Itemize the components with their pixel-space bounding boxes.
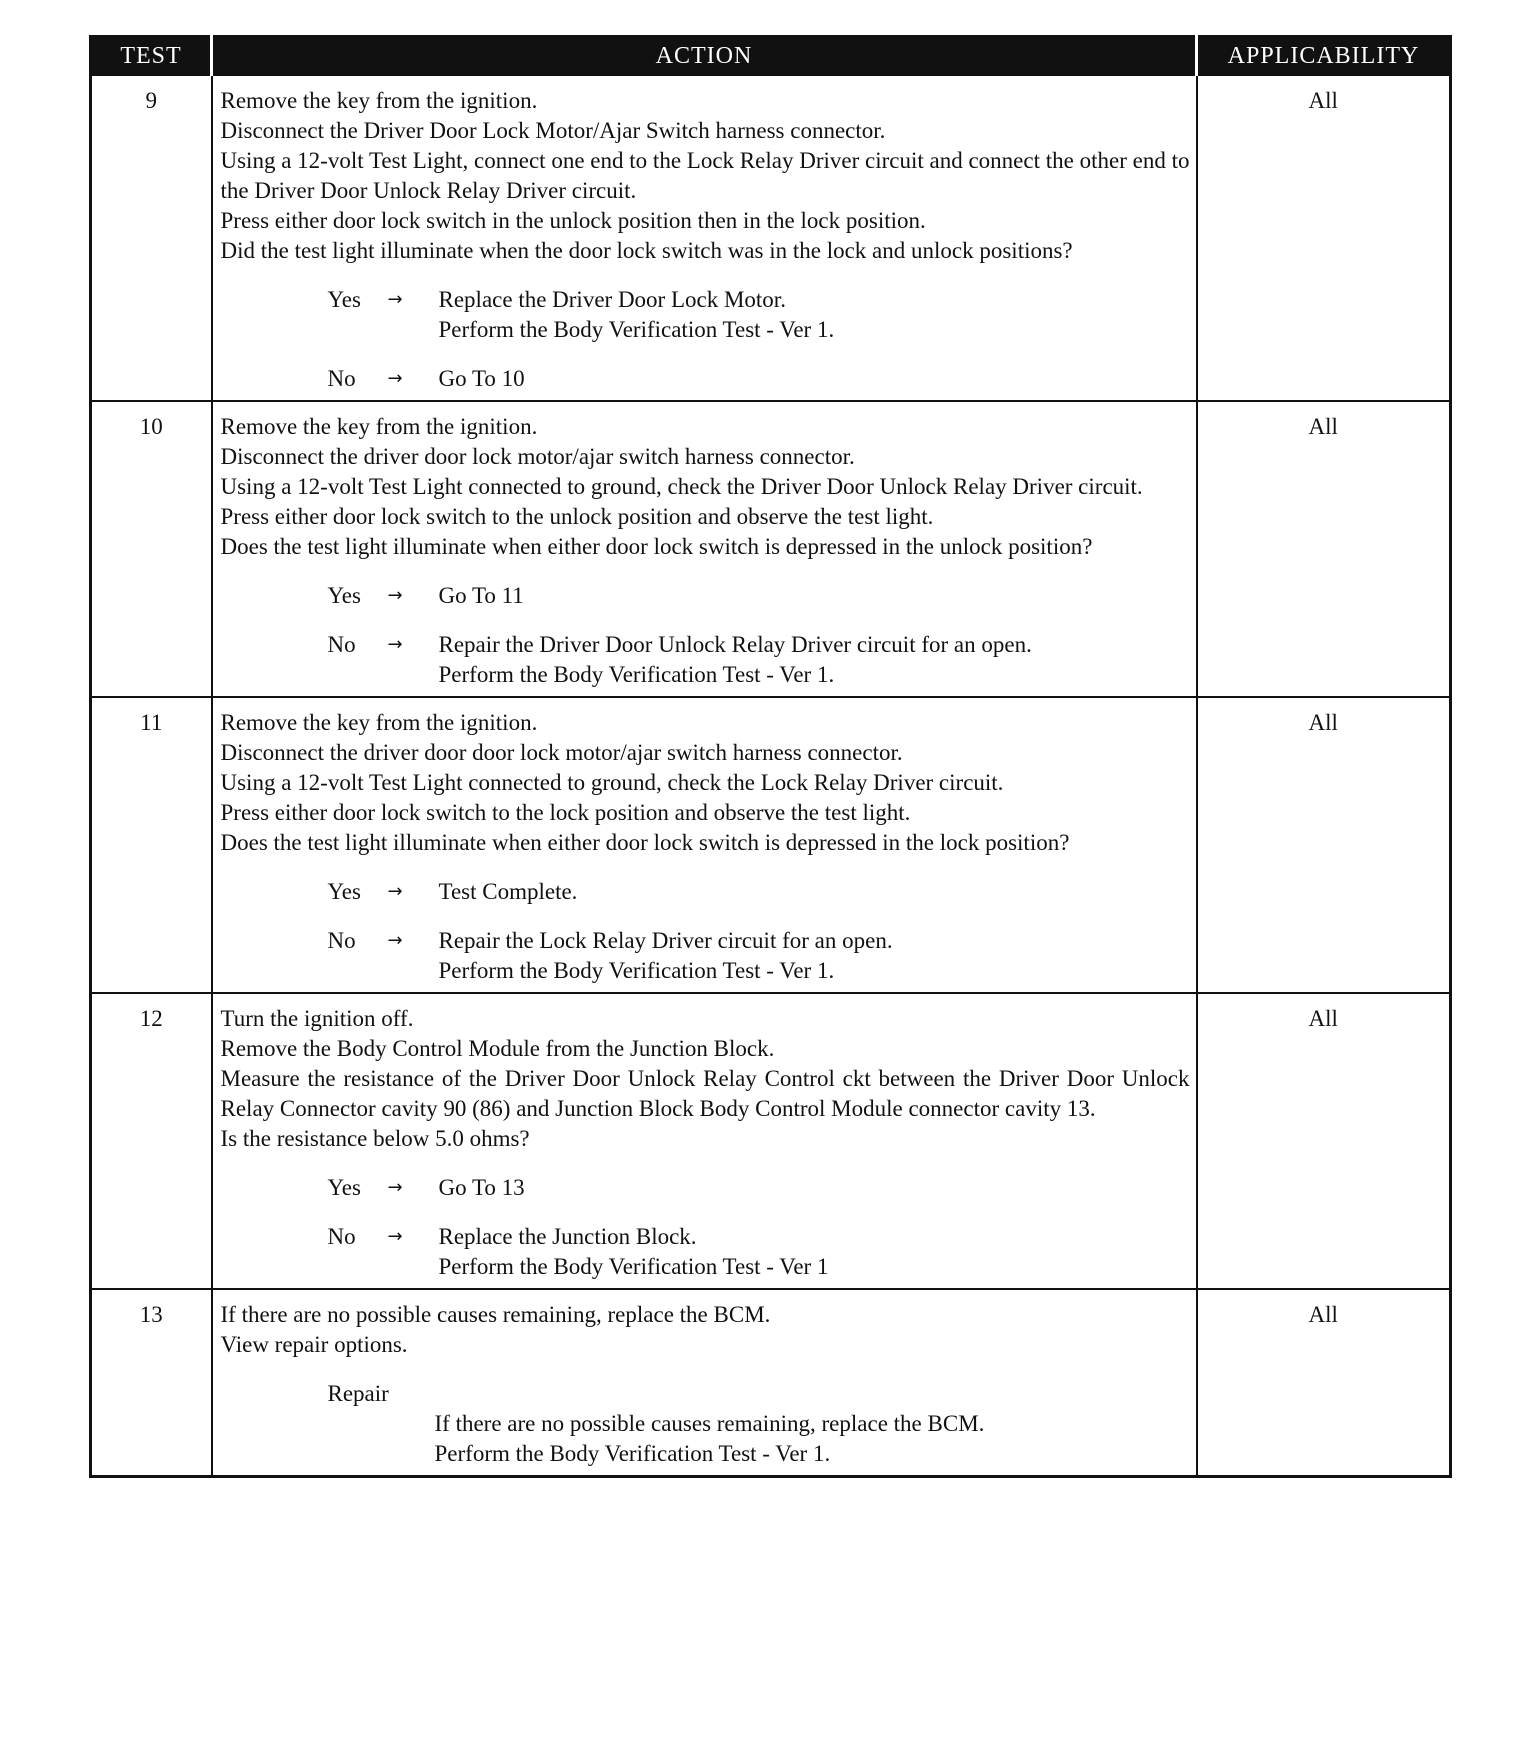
applicability-value: All xyxy=(1197,1289,1451,1477)
repair-line: Perform the Body Verification Test - Ver 1. xyxy=(434,1441,831,1466)
answer-yes xyxy=(328,1173,1190,1203)
table-row xyxy=(91,993,1451,1289)
answer-line: Test Complete. xyxy=(438,879,578,904)
arrow-right-icon: → xyxy=(387,1226,403,1247)
action-step: View repair options. xyxy=(220,1332,408,1357)
arrow-right-icon: → xyxy=(387,930,403,951)
answer-no xyxy=(328,926,1190,986)
action-step: Remove the key from the ignition. xyxy=(220,710,538,735)
header-action: ACTION xyxy=(212,37,1197,76)
table-row xyxy=(91,697,1451,993)
table-row xyxy=(91,1289,1451,1477)
action-step: Turn the ignition off. xyxy=(220,1006,414,1031)
answer-result xyxy=(439,1222,1190,1282)
answer-result xyxy=(439,285,1190,345)
table-row xyxy=(91,75,1451,401)
answer-label: Yes xyxy=(327,583,361,608)
answer-line: Go To 10 xyxy=(438,366,525,391)
action-step: Measure the resistance of the Driver Door Unlock Relay Control ckt between the Driver Door Unlock Relay Connector cavity 90 (86) and Junction Block Body Control Module connector cavity 13. xyxy=(220,1066,1190,1121)
action-step: Using a 12-volt Test Light connected to ground, check the Driver Door Unlock Relay Driver circuit. xyxy=(220,474,1143,499)
action-step: Remove the key from the ignition. xyxy=(220,414,538,439)
arrow-right-icon: → xyxy=(387,368,403,389)
repair-line: If there are no possible causes remaining, replace the BCM. xyxy=(434,1411,985,1436)
repair-block xyxy=(328,1379,1190,1469)
diagnostic-test-table xyxy=(89,35,1452,1478)
answer-no xyxy=(328,364,1190,394)
header-test: TEST xyxy=(91,37,212,76)
repair-label: Repair xyxy=(327,1381,389,1406)
answer-result xyxy=(439,630,1190,690)
repair-lines xyxy=(435,1409,1190,1469)
action-step: Remove the key from the ignition. xyxy=(220,88,538,113)
applicability-value: All xyxy=(1197,401,1451,697)
answer-label: No xyxy=(327,928,356,953)
answer-line: Perform the Body Verification Test - Ver 1 xyxy=(438,1254,829,1279)
test-number: 10 xyxy=(91,401,212,697)
answer-label: Yes xyxy=(327,287,361,312)
answer-line: Perform the Body Verification Test - Ver 1. xyxy=(438,662,835,687)
answer-result xyxy=(439,877,1190,907)
answer-line: Go To 13 xyxy=(438,1175,525,1200)
test-number: 12 xyxy=(91,993,212,1289)
applicability-value: All xyxy=(1197,993,1451,1289)
answer-yes xyxy=(328,877,1190,907)
answer-yes xyxy=(328,581,1190,611)
answer-result xyxy=(439,364,1190,394)
action-step: Did the test light illuminate when the door lock switch was in the lock and unlock positions? xyxy=(220,238,1073,263)
action-step: Using a 12-volt Test Light connected to ground, check the Lock Relay Driver circuit. xyxy=(220,770,1004,795)
action-cell xyxy=(212,993,1197,1289)
answer-label: No xyxy=(327,1224,356,1249)
answer-line: Go To 11 xyxy=(438,583,524,608)
answer-label: Yes xyxy=(327,879,361,904)
action-cell xyxy=(212,401,1197,697)
answer-result xyxy=(439,581,1190,611)
applicability-value: All xyxy=(1197,75,1451,401)
arrow-right-icon: → xyxy=(387,881,403,902)
test-number: 9 xyxy=(91,75,212,401)
answer-label: No xyxy=(327,632,356,657)
table-header-row xyxy=(91,37,1451,76)
answer-label: No xyxy=(327,366,356,391)
answer-no xyxy=(328,1222,1190,1282)
applicability-value: All xyxy=(1197,697,1451,993)
answer-line: Repair the Driver Door Unlock Relay Driver circuit for an open. xyxy=(438,632,1032,657)
action-step: Does the test light illuminate when either door lock switch is depressed in the unlock position? xyxy=(220,534,1093,559)
header-applicability: APPLICABILITY xyxy=(1197,37,1451,76)
answer-line: Replace the Driver Door Lock Motor. xyxy=(438,287,786,312)
action-cell xyxy=(212,1289,1197,1477)
arrow-right-icon: → xyxy=(387,585,403,606)
action-step: Remove the Body Control Module from the Junction Block. xyxy=(220,1036,775,1061)
answer-result xyxy=(439,1173,1190,1203)
action-step: Press either door lock switch in the unlock position then in the lock position. xyxy=(220,208,926,233)
answer-label: Yes xyxy=(327,1175,361,1200)
test-number: 13 xyxy=(91,1289,212,1477)
action-step: Does the test light illuminate when either door lock switch is depressed in the lock position? xyxy=(220,830,1070,855)
action-step: If there are no possible causes remaining, replace the BCM. xyxy=(220,1302,771,1327)
answer-result xyxy=(439,926,1190,986)
answer-line: Perform the Body Verification Test - Ver 1. xyxy=(438,958,835,983)
answer-line: Perform the Body Verification Test - Ver 1. xyxy=(438,317,835,342)
answer-line: Repair the Lock Relay Driver circuit for an open. xyxy=(438,928,893,953)
action-step: Using a 12-volt Test Light, connect one end to the Lock Relay Driver circuit and connect the other end to the Driver Door Unlock Relay Driver circuit. xyxy=(220,148,1190,203)
arrow-right-icon: → xyxy=(387,1177,403,1198)
table-row xyxy=(91,401,1451,697)
answer-line: Replace the Junction Block. xyxy=(438,1224,697,1249)
action-cell xyxy=(212,697,1197,993)
action-step: Is the resistance below 5.0 ohms? xyxy=(220,1126,530,1151)
arrow-right-icon: → xyxy=(387,634,403,655)
answer-yes xyxy=(328,285,1190,345)
action-step: Press either door lock switch to the unlock position and observe the test light. xyxy=(220,504,934,529)
table-body xyxy=(91,75,1451,1477)
action-step: Press either door lock switch to the lock position and observe the test light. xyxy=(220,800,911,825)
action-step: Disconnect the driver door door lock motor/ajar switch harness connector. xyxy=(220,740,903,765)
arrow-right-icon: → xyxy=(387,289,403,310)
answer-no xyxy=(328,630,1190,690)
action-step: Disconnect the driver door lock motor/ajar switch harness connector. xyxy=(220,444,855,469)
test-number: 11 xyxy=(91,697,212,993)
action-cell xyxy=(212,75,1197,401)
action-step: Disconnect the Driver Door Lock Motor/Ajar Switch harness connector. xyxy=(220,118,886,143)
